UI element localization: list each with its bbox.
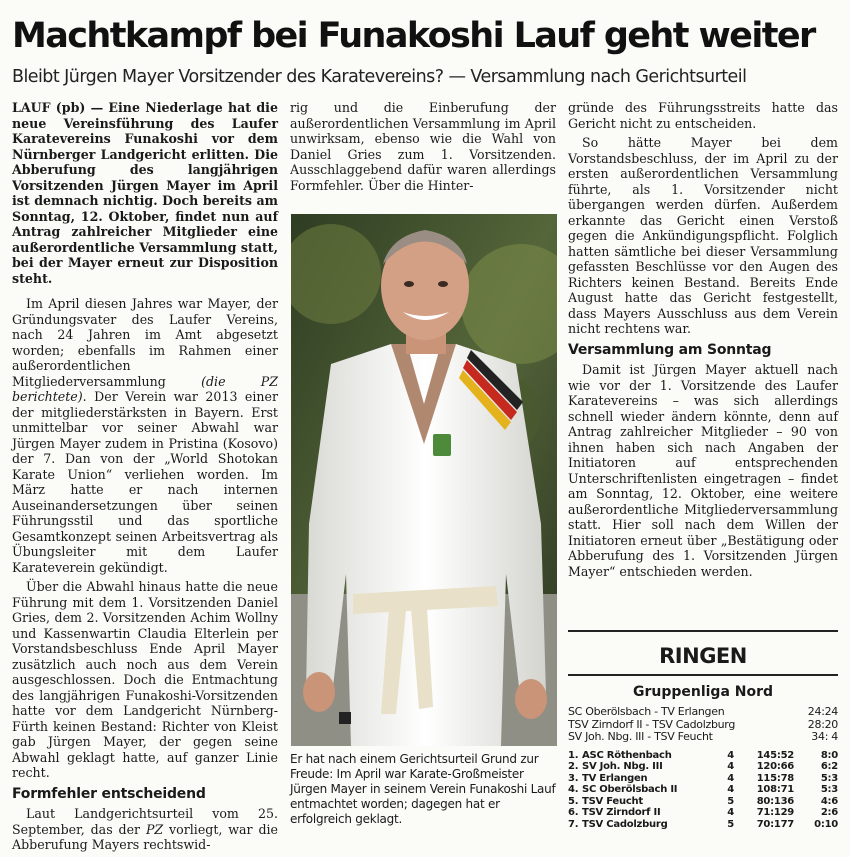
article-column-2 — [290, 100, 556, 212]
standings-rank: 5. — [568, 795, 579, 807]
match-teams: TSV Zirndorf II - TSV Cadolzburg — [568, 717, 736, 731]
dateline: LAUF (pb) — — [12, 100, 104, 115]
paragraph-3 — [12, 806, 278, 853]
standings-games: 5 — [727, 795, 734, 807]
match-row — [568, 731, 838, 744]
match-score: 24:24 — [807, 705, 838, 718]
match-teams: SV Joh. Nbg. III - TSV Feucht — [568, 730, 713, 743]
karate-master-photo-icon — [291, 214, 557, 746]
standings-row — [568, 773, 838, 785]
standings-team: TV Erlangen — [582, 772, 648, 784]
standings-rank: 2. — [568, 761, 579, 772]
photo-caption: Er hat nach einem Gerichtsurteil Grund zur Freude: Im April war Karate-Großmeister Jürgen Mayer in seinem Verein Funakoshi Lauf entmachtet worden; dagegen hat er erfolgreich geklagt. — [290, 752, 556, 826]
standings-points-diff: 120:66 — [756, 761, 794, 772]
paragraph-1-text-a: Im April diesen Jahres war Mayer, der Gründungsvater des Laufer Vereins, nach 24 Jahren im Amt abgesetzt worden; ebenfalls im Rahmen einer außerordentlichen Mitgliederversammlung — [12, 296, 278, 389]
standings-rank: 4. — [568, 784, 579, 795]
match-score: 28:20 — [807, 717, 838, 731]
standings-row — [568, 784, 838, 796]
article-column-3 — [568, 100, 838, 583]
paragraph-1 — [12, 296, 278, 575]
standings-points-diff: 108:71 — [756, 784, 794, 795]
section-heading-formfehler: Formfehler entscheidend — [12, 785, 206, 802]
standings-points: 6:2 — [820, 761, 838, 772]
standings-points-diff: 80:136 — [756, 795, 794, 807]
paragraph-3-text-b: vorliegt, war die Abberufung Mayers rechtswid- — [12, 821, 278, 852]
match-results — [568, 706, 838, 744]
standings-team: TSV Feucht — [582, 795, 643, 807]
standings-points-diff: 115:78 — [756, 772, 794, 784]
standings-games: 4 — [727, 772, 734, 784]
standings-points-diff: 70:177 — [756, 818, 794, 830]
standings-points-diff: 71:129 — [756, 807, 794, 818]
paragraph-1-reference: (die PZ berichtete) — [12, 373, 278, 404]
standings-team: TSV Cadolzburg — [582, 818, 668, 830]
standings-rank: 7. — [568, 818, 579, 830]
standings-rank: 6. — [568, 807, 579, 818]
standings-games: 5 — [727, 818, 734, 830]
bottom-rule — [568, 674, 838, 676]
standings-points: 2:6 — [820, 807, 838, 818]
standings-row — [568, 807, 838, 819]
standings-games: 4 — [727, 784, 734, 795]
standings-row — [568, 750, 838, 762]
standings-team: SC Oberölsbach II — [582, 784, 678, 795]
article-lead — [12, 100, 278, 286]
paragraph-4: So hätte Mayer bei dem Vorstandsbeschluss, der im April zu der ersten außerordentlichen Versammlung führte, als 1. Vorsitzender nicht übergangen werden dürfen. Außerdem erkannte das Gericht einen Verstoß gegen die Ankündigungspflicht. Folglich hatten sämtliche bei dieser Versammlung gefassten Beschlüsse vor den Augen des Richters keinen Bestand. Bereits Ende August hatte das Gericht festgestellt, dass Mayers Ausschluss aus dem Verein nicht rechtens war. — [568, 135, 838, 336]
standings-points: 8:0 — [820, 749, 838, 761]
subheadline: Bleibt Jürgen Mayer Vorsitzender des Karatevereins? — Versammlung nach Gerichtsurteil — [12, 67, 747, 87]
standings-points: 4:6 — [820, 795, 838, 807]
sports-results-box — [568, 630, 838, 830]
paragraph-5: Damit ist Jürgen Mayer aktuell nach wie vor der 1. Vorsitzende des Laufer Karatevereins – was sich allerdings schnell wieder ändern könnte, denn auf Antrag zahlreicher Mitglieder – 90 von ihnen haben sich nach Angaben der Initiatoren auf entsprechenden Unterschriftenlisten eingetragen – findet am Sonntag, 12. Oktober, eine weitere außerordentliche Mitgliederversammlung statt. Hier soll nach dem Willen der Initiatoren erneut über „Bestätigung oder Abberufung des 1. Vorsitzenden Jürgen Mayer“ entschieden werden. — [568, 362, 838, 579]
match-teams: SC Oberölsbach - TV Erlangen — [568, 705, 725, 718]
article-photo — [291, 214, 557, 746]
standings-team: SV Joh. Nbg. III — [582, 761, 663, 772]
lead-text: Eine Niederlage hat die neue Vereinsführung des Laufer Karatevereins Funakoshi vor dem Nürnberger Landgericht erlitten. Die Abberufung des langjährigen Vorsitzenden Jürgen Mayer im April ist demnach nichtig. Doch bereits am Sonntag, 12. Oktober, findet nun auf Antrag zahlreicher Mitglieder eine außerordentliche Versammlung statt, bei der Mayer erneut zur Disposition steht. — [12, 100, 278, 286]
standings-points-diff: 145:52 — [756, 749, 794, 761]
paragraph-3-continued: rig und die Einberufung der außerordentlichen Versammlung im April unwirksam, ebenso wie die Wahl von Daniel Gries zum 1. Vorsitzenden. Ausschlaggebend dafür waren allerdings Formfehler. Über die Hinter- — [290, 100, 556, 193]
paragraph-3-end: gründe des Führungsstreits hatte das Gericht nicht zu entscheiden. — [568, 100, 838, 131]
headline: Machtkampf bei Funakoshi Lauf geht weiter — [12, 16, 815, 56]
standings-team: TSV Zirndorf II — [582, 807, 661, 818]
section-heading-versammlung: Versammlung am Sonntag — [568, 341, 772, 358]
paragraph-3-text-a: Laut Landgerichtsurteil vom 25. September, das der — [12, 806, 278, 837]
standings-table — [568, 750, 838, 831]
standings-rank: 3. — [568, 772, 579, 784]
standings-row — [568, 819, 838, 831]
paragraph-2: Über die Abwahl hinaus hatte die neue Führung mit dem 1. Vorsitzenden Daniel Gries, dem 2. Vorsitzenden Achim Wollny und Kassenwartin Claudia Elterlein per Vorstandsbeschluss Ende April Mayer zusätzlich auch noch aus dem Verein ausgeschlossen. Doch die Entmachtung des langjährigen Funakoshi-Vorsitzenden hatte vor dem Landgericht Nürnberg-Fürth keinen Bestand: Richter von Kleist gab Jürgen Mayer, der gegen seine Abwahl geklagt hatte, auf ganzer Linie recht. — [12, 579, 278, 780]
standings-games: 4 — [727, 807, 734, 818]
paragraph-3-ref: PZ — [145, 821, 164, 837]
standings-row — [568, 796, 838, 808]
standings-row — [568, 761, 838, 773]
standings-points: 5:3 — [820, 784, 838, 795]
standings-games: 4 — [727, 761, 734, 772]
article-column-1 — [12, 100, 278, 857]
standings-team: ASC Röthenbach — [582, 749, 672, 761]
paragraph-1-text-b: . Der Verein war 2013 einer der mitgliederstärksten in Bayern. Erst unmittelbar vor seiner Abwahl war Jürgen Mayer zudem in Pristina (Kosovo) der 7. Dan von der „World Shotokan Karate Union“ verliehen worden. Im März hatte er nach internen Auseinandersetzungen über seinen Führungsstil und das sportliche Gesamtkonzept seinen Arbeitsvertrag als Übungsleiter mit dem Laufer Karateverein gekündigt. — [12, 389, 278, 575]
match-score: 34: 4 — [811, 730, 838, 743]
match-row — [568, 706, 838, 719]
league-title: Gruppenliga Nord — [632, 684, 774, 700]
standings-games: 4 — [727, 749, 734, 761]
standings-points: 5:3 — [820, 772, 838, 784]
standings-points: 0:10 — [814, 818, 838, 830]
sport-title: RINGEN — [659, 644, 747, 668]
standings-rank: 1. — [568, 749, 579, 761]
